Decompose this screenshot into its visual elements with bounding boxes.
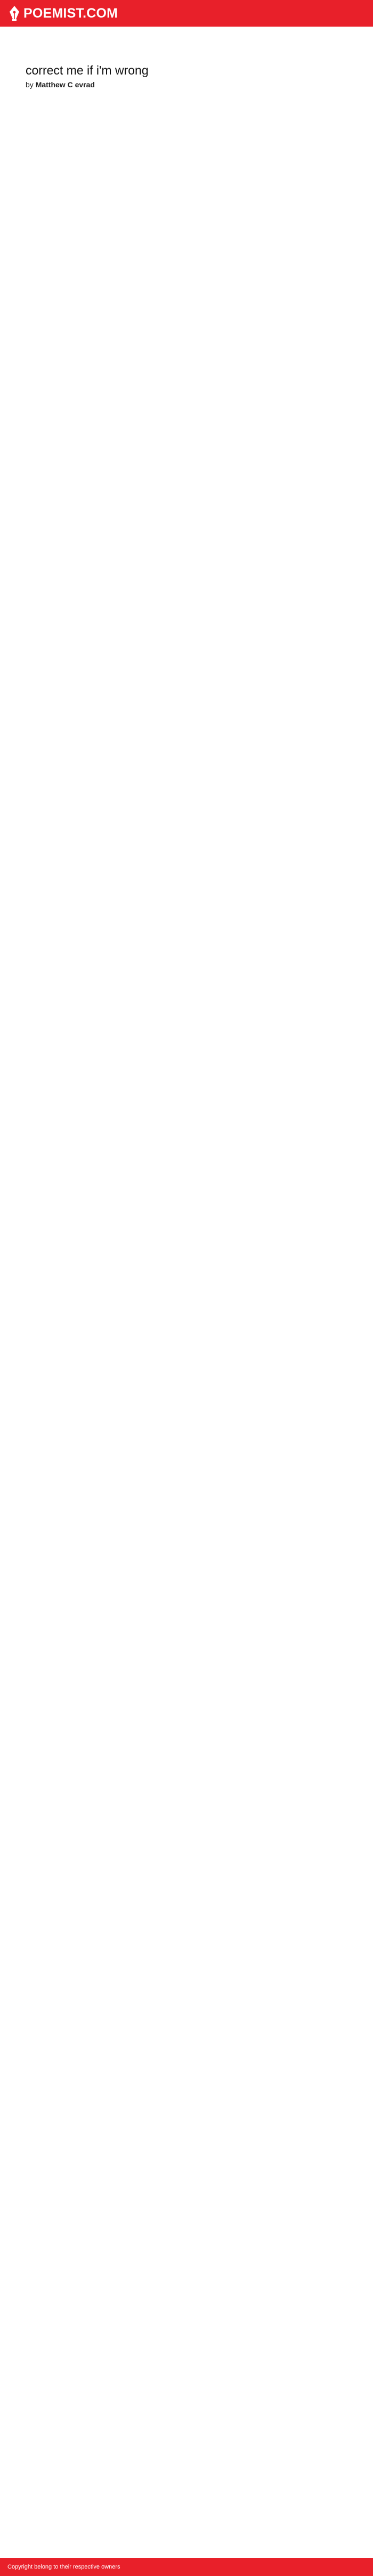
poem-content	[26, 63, 345, 115]
site-logo-text: POEMIST.COM	[23, 5, 118, 21]
site-header	[0, 0, 373, 27]
copyright-notice: Copyright belong to their respective owners	[7, 2564, 120, 2570]
site-logo-link[interactable]	[9, 5, 118, 21]
site-footer	[0, 2558, 373, 2576]
pen-nib-icon	[9, 5, 20, 21]
poem-title: correct me if i'm wrong	[26, 63, 149, 77]
poem-byline	[26, 80, 345, 89]
author-name-link[interactable]: Matthew C evrad	[35, 80, 95, 89]
by-label: by	[26, 80, 34, 89]
